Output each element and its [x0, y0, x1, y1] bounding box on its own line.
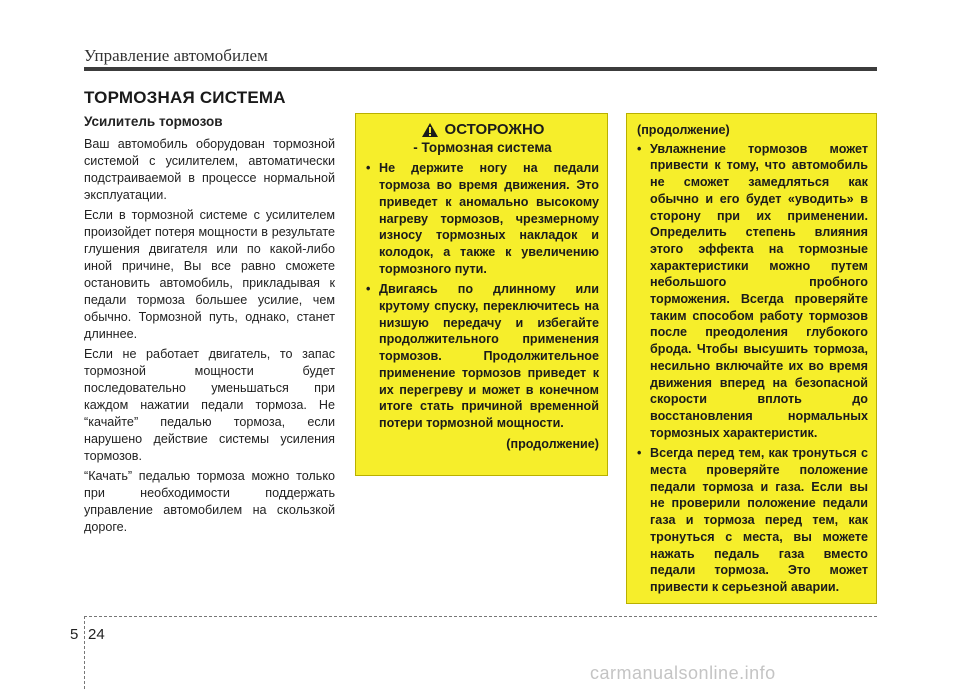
booster-paragraph: Ваш автомобиль оборудован тормозной системой с усилителем, автоматически подстраиваемой в процессе нормальной эксплуатации.: [84, 137, 335, 202]
warning-list: [366, 160, 599, 431]
list-item-text: Не держите ногу на педали тормоза во время движения. Это приведет к аномально высокому нагреву тормозов, чрезмерному износу тормозных накладок и колодок, а также к увеличению тормозного пути.: [379, 161, 599, 276]
section-title: ТОРМОЗНАЯ СИСТЕМА: [84, 88, 286, 107]
footer-rule: [84, 616, 877, 617]
warning-subtitle: - Тормозная система: [413, 139, 552, 155]
warning-title: ОСТОРОЖНО: [444, 121, 545, 138]
warning-box: [355, 113, 608, 476]
chapter-number: 5: [70, 626, 79, 643]
list-item: [366, 160, 599, 277]
warning-triangle-icon: [421, 122, 439, 138]
booster-paragraph: Если не работает двигатель, то запас тормозной мощности будет последовательно уменьшаться при каждом нажатии педали тормоза. Не “качайте” педалью тормоза, если нарушено действие системы усиления тормозов.: [84, 347, 335, 463]
list-item-text: Двигаясь по длинному или крутому спуску, переключитесь на низшую передачу и избегайте продолжительного применения тормозов. Продолжительное применение тормозов приведет к их перегреву и может в конечном итоге стать причиной временной потери тормозной мощности.: [379, 282, 599, 430]
list-item: [637, 141, 868, 442]
continuation-label: (продолжение): [637, 123, 730, 137]
booster-paragraph: “Качать” педалью тормоза можно только при необходимости поддержать управление автомобилем на скользкой дороге.: [84, 469, 335, 534]
bullet: •: [637, 141, 642, 156]
bullet: •: [366, 282, 371, 297]
bullet: •: [366, 161, 371, 176]
booster-paragraph: Если в тормозной системе с усилителем произойдет потеря мощности в результате глушения двигателя или по какой-либо иной причине, Вы все равно сможете остановить автомобиль, прикладывая к педали тормоза большее усилие, чем обычно. Тормозной путь, однако, станет длиннее.: [84, 208, 335, 341]
booster-column: [84, 113, 335, 539]
header-rule: [84, 67, 877, 71]
booster-heading: Усилитель тормозов: [84, 114, 223, 129]
continued-label: (продолжение): [506, 436, 599, 451]
list-item-text: Всегда перед тем, как тронуться с места проверяйте положение педали тормоза и газа. Если вы не проверили положение педали газа и тормоза перед тем, как тронуться с места, вы можете нажать педаль газа вместо педали тормоза. Это может привести к серьезной аварии.: [650, 446, 868, 594]
bullet: •: [637, 446, 642, 461]
page-number: 24: [88, 626, 105, 643]
continuation-box: [626, 113, 877, 604]
continuation-list: [637, 141, 868, 596]
watermark: carmanualsonline.info: [590, 663, 776, 683]
warning-header: [366, 122, 599, 139]
list-item: [366, 281, 599, 431]
footer-divider: [84, 616, 85, 689]
list-item: [637, 445, 868, 595]
running-header: Управление автомобилем: [84, 46, 268, 65]
list-item-text: Увлажнение тормозов может привести к тому, что автомобиль не сможет замедляться как обычно и его будет «уводить» в сторону при их применении. Определить степень влияния этого эффекта на тормозные характеристики можно путем небольшого пробного торможения. Всегда проверяйте таким способом работу тормозов после преодоления глубокого брода. Чтобы высушить тормоза, несильно включайте их во время движения вперед на безопасной скорости вплоть до восстановления нормальных тормозных характеристик.: [650, 141, 868, 440]
